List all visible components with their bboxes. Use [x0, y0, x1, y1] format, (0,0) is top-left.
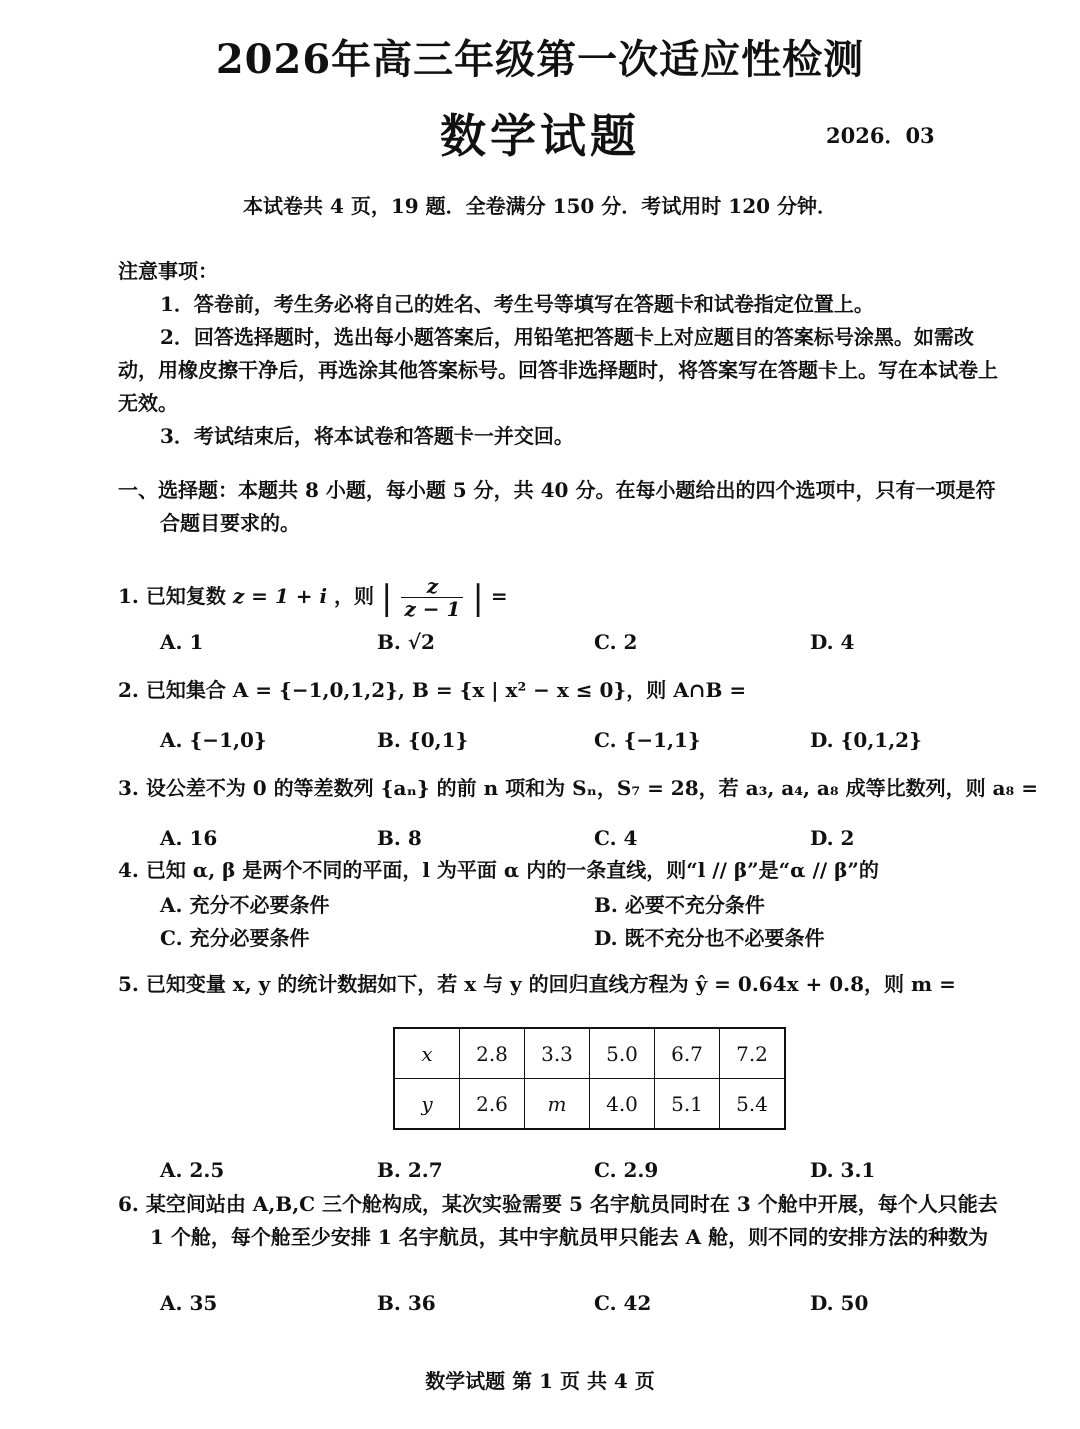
q2-option-d: D. {0,1,2}	[810, 728, 922, 752]
subject-title: 数学试题	[440, 109, 640, 163]
question-6: 6. 某空间站由 A,B,C 三个舱构成，某次实验需要 5 名宇航员同时在 3 个舱中开展，每个人只能去 1 个舱，每个舱至少安排 1 名宇航员，其中宇航员甲只能去 A 舱，则不同的安排方法的种数为	[118, 1192, 998, 1249]
table-cell: 2.8	[460, 1028, 525, 1079]
exam-title: 2026年高三年级第一次适应性检测	[215, 36, 865, 83]
note-item-3: 3．考试结束后，将本试卷和答题卡一并交回。	[160, 424, 574, 448]
table-cell: m	[525, 1079, 590, 1130]
q6-option-a: A. 35	[160, 1291, 218, 1315]
notes-title: 注意事项：	[118, 259, 218, 283]
q5-option-d: D. 3.1	[810, 1158, 876, 1182]
question-3: 3. 设公差不为 0 的等差数列 {aₙ} 的前 n 项和为 Sₙ，S₇ = 28，若 a₃, a₄, a₈ 成等比数列，则 a₈ =	[118, 776, 1038, 800]
q4-option-c: C. 充分必要条件	[160, 926, 310, 950]
q6-option-c: C. 42	[594, 1291, 652, 1315]
table-cell: 2.6	[460, 1079, 525, 1130]
q4-option-d: D. 既不充分也不必要条件	[594, 926, 825, 950]
data-table	[393, 1027, 786, 1130]
q1-expr: z = 1 + i	[232, 584, 328, 608]
q1-option-b: B. √2	[377, 630, 435, 654]
q3-option-b: B. 8	[377, 826, 422, 850]
q4-option-b: B. 必要不充分条件	[594, 893, 765, 917]
table-cell: 3.3	[525, 1028, 590, 1079]
q1-option-c: C. 2	[594, 630, 638, 654]
q3-option-c: C. 4	[594, 826, 638, 850]
table-cell: y	[394, 1079, 460, 1130]
table-cell: 5.4	[720, 1079, 786, 1130]
q2-option-b: B. {0,1}	[377, 728, 469, 752]
q1-fraction	[401, 575, 463, 620]
q5-option-c: C. 2.9	[594, 1158, 659, 1182]
exam-intro: 本试卷共 4 页，19 题．全卷满分 150 分．考试用时 120 分钟．	[243, 194, 837, 218]
q5-option-b: B. 2.7	[377, 1158, 443, 1182]
table-cell: 5.0	[590, 1028, 655, 1079]
q6-option-b: B. 36	[377, 1291, 436, 1315]
q1-option-a: A. 1	[160, 630, 204, 654]
table-cell: x	[394, 1028, 460, 1079]
table-row-y	[394, 1079, 785, 1130]
q3-option-a: A. 16	[160, 826, 218, 850]
question-4: 4. 已知 α, β 是两个不同的平面，l 为平面 α 内的一条直线，则“l // β”是“α // β”的	[118, 858, 879, 882]
q1-suffix: =	[490, 584, 508, 608]
q3-option-d: D. 2	[810, 826, 855, 850]
section-heading: 一、选择题：本题共 8 小题，每小题 5 分，共 40 分。在每小题给出的四个选项中，只有一项是符合题目要求的。	[118, 478, 996, 535]
note-item-1: 1．答卷前，考生务必将自己的姓名、考生号等填写在答题卡和试卷指定位置上。	[160, 292, 874, 316]
table-cell: 5.1	[655, 1079, 720, 1130]
abs-bar-right: |	[472, 577, 484, 618]
q1-mid: ，则	[334, 584, 375, 608]
q1-frac-num: z	[401, 575, 463, 598]
page-footer: 数学试题 第 1 页 共 4 页	[425, 1369, 655, 1393]
q1-option-d: D. 4	[810, 630, 855, 654]
q5-option-a: A. 2.5	[160, 1158, 225, 1182]
table-cell: 6.7	[655, 1028, 720, 1079]
exam-date: 2026．03	[826, 123, 935, 148]
q2-option-c: C. {−1,1}	[594, 728, 701, 752]
q6-option-d: D. 50	[810, 1291, 869, 1315]
q1-frac-den: z − 1	[404, 597, 461, 621]
q4-option-a: A. 充分不必要条件	[160, 893, 330, 917]
question-1	[118, 575, 508, 620]
table-row-x	[394, 1028, 785, 1079]
question-5: 5. 已知变量 x, y 的统计数据如下，若 x 与 y 的回归直线方程为 ŷ = 0.64x + 0.8，则 m =	[118, 972, 956, 996]
q2-option-a: A. {−1,0}	[160, 728, 267, 752]
question-2: 2. 已知集合 A = {−1,0,1,2}, B = {x | x² − x ≤ 0}，则 A∩B =	[118, 678, 747, 702]
table-cell: 7.2	[720, 1028, 786, 1079]
q1-prefix: 1. 已知复数	[118, 584, 226, 608]
abs-bar-left: |	[381, 577, 393, 618]
table-cell: 4.0	[590, 1079, 655, 1130]
note-item-2: 2．回答选择题时，选出每小题答案后，用铅笔把答题卡上对应题目的答案标号涂黑。如需改动，用橡皮擦干净后，再选涂其他答案标号。回答非选择题时，将答案写在答题卡上。写在本试卷上无效。	[118, 325, 998, 415]
